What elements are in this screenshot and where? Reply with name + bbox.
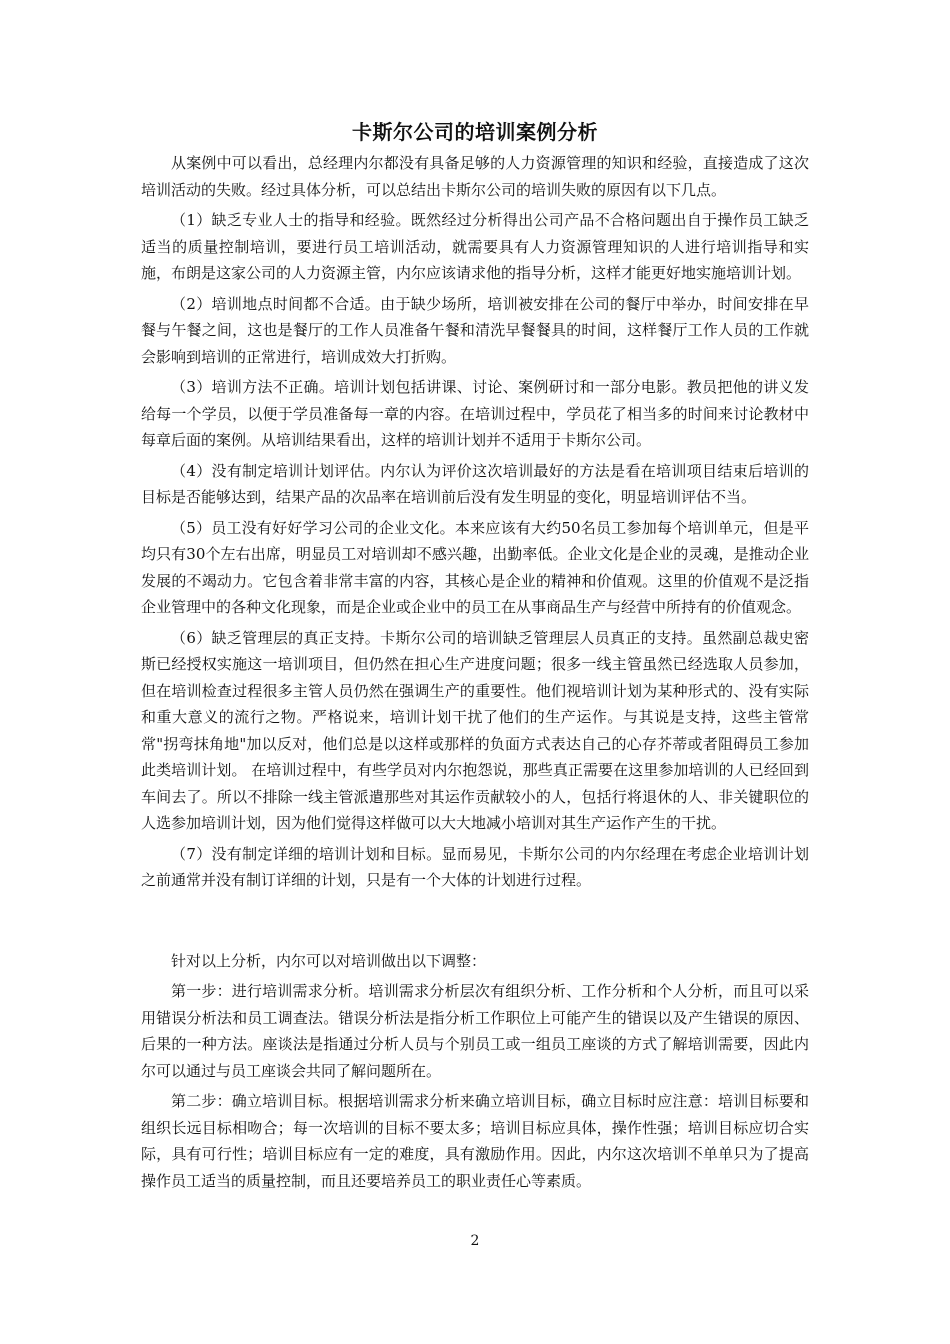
page-number: 2: [470, 1233, 480, 1249]
reason-1-paragraph: （1）缺乏专业人士的指导和经验。既然经过分析得出公司产品不合格问题出自于操作员工缺乏适当的质量控制培训，要进行员工培训活动，就需要具有人力资源管理知识的人进行培训指导和实施，布朗是这家公司的人力资源主管，内尔应该请求他的指导分析，这样才能更好地实施培训计划。: [141, 211, 809, 282]
step-2-paragraph: 第二步：确立培训目标。根据培训需求分析来确立培训目标，确立目标时应注意：培训目标要和组织长远目标相吻合；每一次培训的目标不要太多；培训目标应具体，操作性强；培训目标应切合实际，具有可行性；培训目标应有一定的难度，具有激励作用。因此，内尔这次培训不单单只为了提高操作员工适当的质量控制，而且还要培养员工的职业责任心等素质。: [141, 1092, 809, 1190]
reason-4-paragraph: （4）没有制定培训计划评估。内尔认为评价这次培训最好的方法是看在培训项目结束后培训的目标是否能够达到，结果产品的次品率在培训前后没有发生明显的变化，明显培训评估不当。: [141, 461, 809, 506]
reason-6-paragraph: （6）缺乏管理层的真正支持。卡斯尔公司的培训缺乏管理层人员真正的支持。虽然副总裁史密斯已经授权实施这一培训项目，但仍然在担心生产进度问题；很多一线主管虽然已经选取人员参加，但在培训检查过程很多主管人员仍然在强调生产的重要性。他们视培训计划为某种形式的、没有实际和重大意义的流行之物。严格说来，培训计划干扰了他们的生产运作。与其说是支持，这些主管常常"拐弯抹角地"加以反对，他们总是以这样或那样的负面方式表达自己的心存芥蒂或者阻碍员工参加此类培训计划。 在培训过程中，有些学员对内尔抱怨说，那些真正需要在这里参加培训的人已经回到车间去了。所以不排除一线主管派遣那些对其运作贡献较小的人，包括行将退休的人、非关键职位的人选参加培训计划，因为他们觉得这样做可以大大地减小培训对其生产运作产生的干扰。: [141, 628, 809, 832]
adjustment-intro-paragraph: 针对以上分析，内尔可以对培训做出以下调整：: [171, 951, 487, 970]
reason-3-paragraph: （3）培训方法不正确。培训计划包括讲课、讨论、案例研讨和一部分电影。教员把他的讲义发给每一个学员，以便于学员准备每一章的内容。在培训过程中，学员花了相当多的时间来讨论教材中每章后面的案例。从培训结果看出，这样的培训计划并不适用于卡斯尔公司。: [141, 378, 809, 449]
reason-5-paragraph: （5）员工没有好好学习公司的企业文化。本来应该有大约50名员工参加每个培训单元，但是平均只有30个左右出席，明显员工对培训却不感兴趣，出勤率低。企业文化是企业的灵魂，是推动企业发展的不竭动力。它包含着非常丰富的内容，其核心是企业的精神和价值观。这里的价值观不是泛指企业管理中的各种文化现象，而是企业或企业中的员工在从事商品生产与经营中所持有的价值观念。: [141, 518, 809, 616]
document-page: [141, 118, 809, 1198]
reason-7-paragraph: （7）没有制定详细的培训计划和目标。显而易见，卡斯尔公司的内尔经理在考虑企业培训计划之前通常并没有制订详细的计划，只是有一个大体的计划进行过程。: [141, 844, 809, 889]
intro-paragraph: 从案例中可以看出，总经理内尔都没有具备足够的人力资源管理的知识和经验，直接造成了这次培训活动的失败。经过具体分析，可以总结出卡斯尔公司的培训失败的原因有以下几点。: [141, 154, 809, 199]
section-spacer: [141, 898, 809, 948]
document-title: 卡斯尔公司的培训案例分析: [352, 120, 598, 144]
reason-2-paragraph: （2）培训地点时间都不合适。由于缺少场所，培训被安排在公司的餐厅中举办，时间安排在早餐与午餐之间，这也是餐厅的工作人员准备午餐和清洗早餐餐具的时间，这样餐厅工作人员的工作就会影响到培训的正常进行，培训成效大打折购。: [141, 294, 809, 366]
step-1-paragraph: 第一步：进行培训需求分析。培训需求分析层次有组织分析、工作分析和个人分析，而且可以采用错误分析法和员工调查法。错误分析法是指分析工作职位上可能产生的错误以及产生错误的原因、后果的一种方法。座谈法是指通过分析人员与个别员工或一组员工座谈的方式了解培训需要，因此内尔可以通过与员工座谈会共同了解问题所在。: [141, 982, 809, 1080]
